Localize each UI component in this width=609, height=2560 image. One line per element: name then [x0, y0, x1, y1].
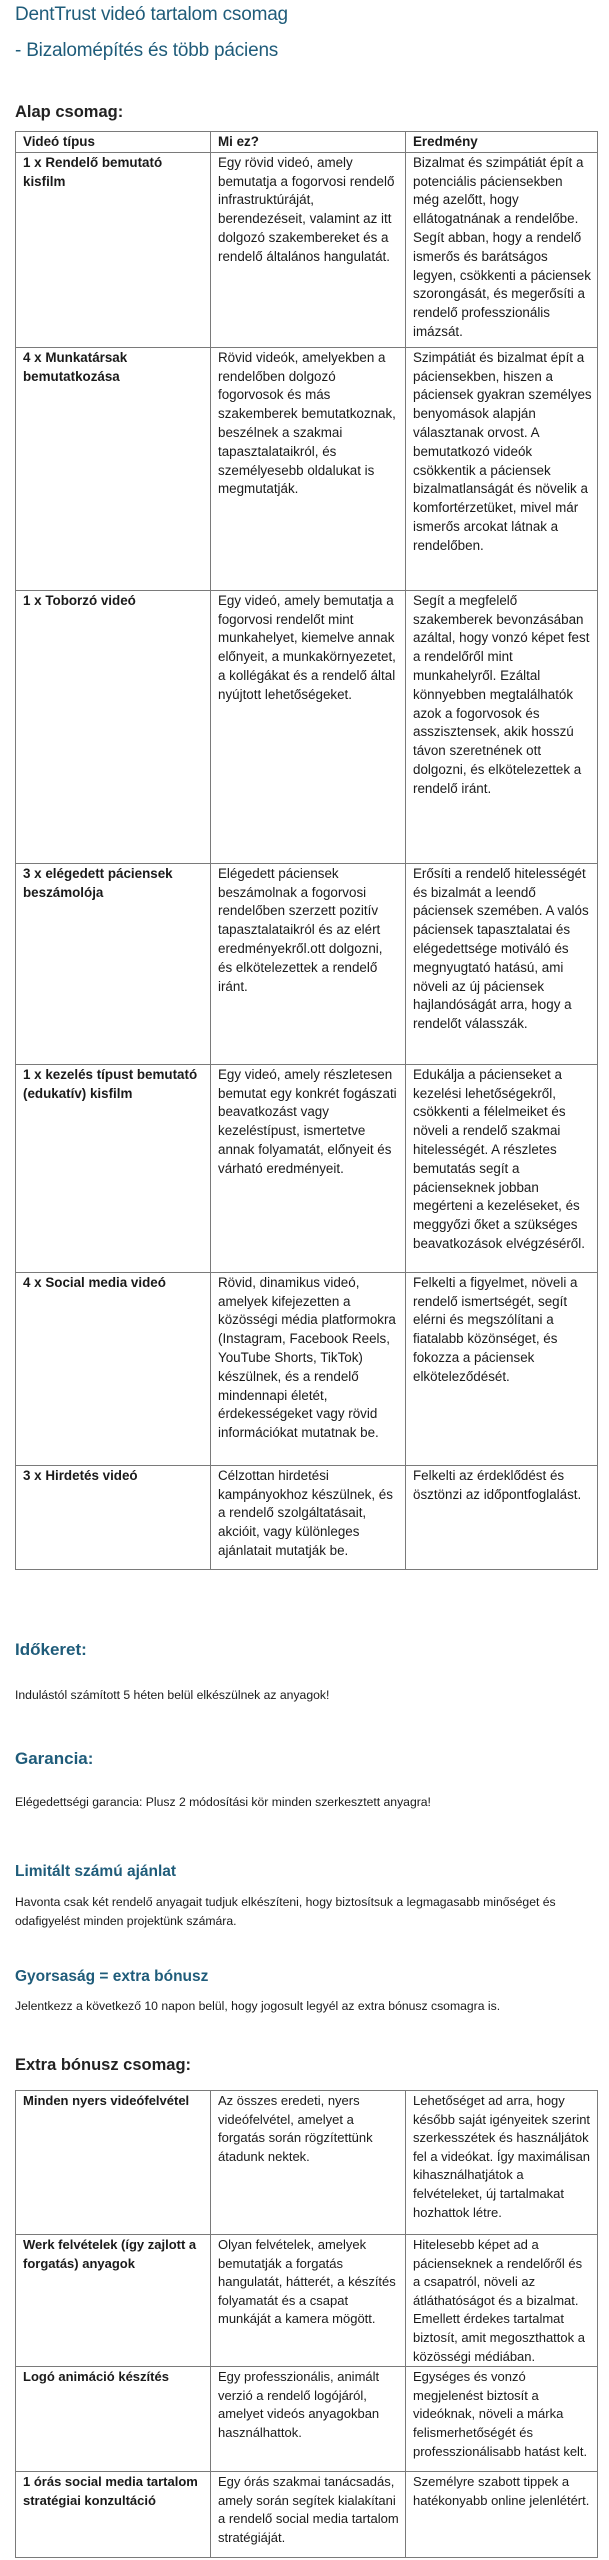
- table-row: [16, 2472, 598, 2558]
- video-type-cell: 1 x kezelés típust bemutató (edukatív) kisfilm: [16, 1064, 211, 1272]
- description-cell: Rövid, dinamikus videó, amelyek kifejezetten a közösségi média platformokra (Instagram, Facebook Reels, YouTube Shorts, TikTok) készülnek, és a rendelő mindennapi életét, érdekességeket vagy rövid információkat mutatnak be.: [211, 1272, 406, 1465]
- limited-offer-heading: Limitált számú ajánlat: [15, 1863, 177, 1880]
- description-cell: Olyan felvételek, amelyek bemutatják a forgatás hangulatát, hátterét, a készítés folyamatát és a csapat munkáját a kamera mögött.: [211, 2235, 406, 2367]
- description-cell: Rövid videók, amelyekben a rendelőben dolgozó fogorvosok és más szakemberek bemutatkoznak, beszélnek a szakmai tapasztalataikról, és személyesebb oldalukat is megmutatják.: [211, 347, 406, 590]
- base-package-table: [15, 131, 598, 1570]
- description-cell: Egy órás szakmai tanácsadás, amely során segítek kialakítani a rendelő social media tartalom stratégiáját.: [211, 2472, 406, 2558]
- result-cell: Egységes és vonzó megjelenést biztosít a videóknak, növeli a márka felismerhetőségét és professzionálisabb hatást kelt.: [406, 2367, 598, 2472]
- description-cell: Az összes eredeti, nyers videófelvétel, amelyet a forgatás során rögzítettünk átadunk nektek.: [211, 2091, 406, 2235]
- description-cell: Célzottan hirdetési kampányokhoz készülnek, és a rendelő szolgáltatásait, akcióit, vagy különleges ajánlatait mutatják be.: [211, 1465, 406, 1569]
- table-row: [16, 590, 598, 863]
- speed-bonus-text: Jelentkezz a következő 10 napon belül, hogy jogosult legyél az extra bónusz csomagra is.: [15, 1999, 501, 2013]
- result-cell: Erősíti a rendelő hitelességét és bizalmát a leendő páciensek szemében. A valós páciensek tapasztalatai és elégedettsége motiváló és megnyugtató hatású, ami növeli az új páciensek hajlandóságát arra, hogy a rendelőt válasszák.: [406, 863, 598, 1064]
- description-cell: Egy videó, amely részletesen bemutat egy konkrét fogászati beavatkozást vagy kezeléstípust, ismertetve annak folyamatát, előnyeit és várható eredményeit.: [211, 1064, 406, 1272]
- video-type-cell: 1 x Toborzó videó: [16, 590, 211, 863]
- bonus-item-cell: Minden nyers videófelvétel: [16, 2091, 211, 2235]
- document-subtitle: - Bizalomépítés és több páciens: [15, 40, 279, 61]
- table-row: [16, 1064, 598, 1272]
- speed-bonus-heading: Gyorsaság = extra bónusz: [15, 1968, 209, 1985]
- timeframe-text: Indulástól számított 5 héten belül elkészülnek az anyagok!: [15, 1688, 330, 1702]
- bonus-item-cell: Logó animáció készítés: [16, 2367, 211, 2472]
- bonus-package-heading: Extra bónusz csomag:: [15, 2056, 192, 2074]
- result-cell: Edukálja a pácienseket a kezelési lehetőségekről, csökkenti a félelmeiket és növeli a rendelő szakmai hitelességét. A részletes bemutatás segít a pácienseknek jobban megérteni a kezeléseket, és meggyőzi őket a szükséges beavatkozások elvégzéséről.: [406, 1064, 598, 1272]
- result-cell: Személyre szabott tippek a hatékonyabb online jelenlétért.: [406, 2472, 598, 2558]
- table-row: [16, 152, 598, 347]
- table-row: [16, 347, 598, 590]
- result-cell: Lehetőséget ad arra, hogy később saját igényeitek szerint szerkesszétek és használjátok fel a videókat. Így maximálisan kihasználhatjátok a felvételeket, új tartalmakat hozhattok létre.: [406, 2091, 598, 2235]
- limited-offer-text: Havonta csak két rendelő anyagait tudjuk elkészíteni, hogy biztosítsuk a legmagasabb minőséget és odafigyelést minden projektünk számára.: [15, 1895, 556, 1928]
- bonus-package-table: [15, 2090, 598, 2558]
- guarantee-heading: Garancia:: [15, 1749, 94, 1768]
- table-row: [16, 2367, 598, 2472]
- result-cell: Szimpátiát és bizalmat épít a páciensekben, hiszen a páciensek gyakran személyes benyomások alapján választanak orvost. A bemutatkozó videók csökkentik a páciensek bizalmatlanságát és növelik a komfortérzetüket, mivel már ismerős arcokat látnak a rendelőben.: [406, 347, 598, 590]
- table-header-row: [16, 132, 598, 153]
- result-cell: Felkelti az érdeklődést és ösztönzi az időpontfoglalást.: [406, 1465, 598, 1569]
- video-type-cell: 3 x Hirdetés videó: [16, 1465, 211, 1569]
- guarantee-text: Elégedettségi garancia: Plusz 2 módosítási kör minden szerkesztett anyagra!: [15, 1795, 431, 1809]
- video-type-cell: 1 x Rendelő bemutató kisfilm: [16, 152, 211, 347]
- description-cell: Egy videó, amely bemutatja a fogorvosi rendelőt mint munkahelyet, kiemelve annak előnyeit, a munkakörnyezetet, a kollégákat és a rendelő által nyújtott lehetőségeket.: [211, 590, 406, 863]
- result-cell: Segít a megfelelő szakemberek bevonzásában azáltal, hogy vonzó képet fest a rendelőről mint munkahelyről. Ezáltal könnyebben megtalálhatók azok a fogorvosok és asszisztensek, akik hosszú távon szeretnének ott dolgozni, és elkötelezettek a rendelő iránt.: [406, 590, 598, 863]
- document-title: DentTrust videó tartalom csomag: [15, 4, 288, 25]
- timeframe-heading: Időkeret:: [15, 1640, 87, 1659]
- video-type-cell: 3 x elégedett páciensek beszámolója: [16, 863, 211, 1064]
- table-row: [16, 2235, 598, 2367]
- column-header-type: Videó típus: [16, 132, 211, 153]
- table-row: [16, 863, 598, 1064]
- column-header-result: Eredmény: [406, 132, 598, 153]
- base-package-heading: Alap csomag:: [15, 103, 124, 121]
- result-cell: Hitelesebb képet ad a pácienseknek a rendelőről és a csapatról, növeli az átláthatóságot és a bizalmat. Emellett érdekes tartalmat biztosít, amit megoszthattok a közösségi médiában.: [406, 2235, 598, 2367]
- description-cell: Egy professzionális, animált verzió a rendelő logójáról, amelyet videós anyagokban használhattok.: [211, 2367, 406, 2472]
- video-type-cell: 4 x Social media videó: [16, 1272, 211, 1465]
- table-row: [16, 1465, 598, 1569]
- bonus-item-cell: 1 órás social media tartalom stratégiai konzultáció: [16, 2472, 211, 2558]
- video-type-cell: 4 x Munkatársak bemutatkozása: [16, 347, 211, 590]
- description-cell: Elégedett páciensek beszámolnak a fogorvosi rendelőben szerzett pozitív tapasztalataikról és az elért eredményekről.ott dolgozni, és elkötelezettek a rendelő iránt.: [211, 863, 406, 1064]
- column-header-what: Mi ez?: [211, 132, 406, 153]
- result-cell: Felkelti a figyelmet, növeli a rendelő ismertségét, segít elérni és megszólítani a fiatalabb közönséget, és fokozza a páciensek elköteleződését.: [406, 1272, 598, 1465]
- bonus-item-cell: Werk felvételek (így zajlott a forgatás) anyagok: [16, 2235, 211, 2367]
- table-row: [16, 2091, 598, 2235]
- result-cell: Bizalmat és szimpátiát épít a potenciális páciensekben még azelőtt, hogy ellátogatnának a rendelőbe. Segít abban, hogy a rendelő ismerős és barátságos legyen, csökkenti a páciensek szorongását, és megerősíti a rendelő professzionális imázsát.: [406, 152, 598, 347]
- description-cell: Egy rövid videó, amely bemutatja a fogorvosi rendelő infrastruktúráját, berendezéseit, valamint az itt dolgozó szakembereket és a rendelő általános hangulatát.: [211, 152, 406, 347]
- table-row: [16, 1272, 598, 1465]
